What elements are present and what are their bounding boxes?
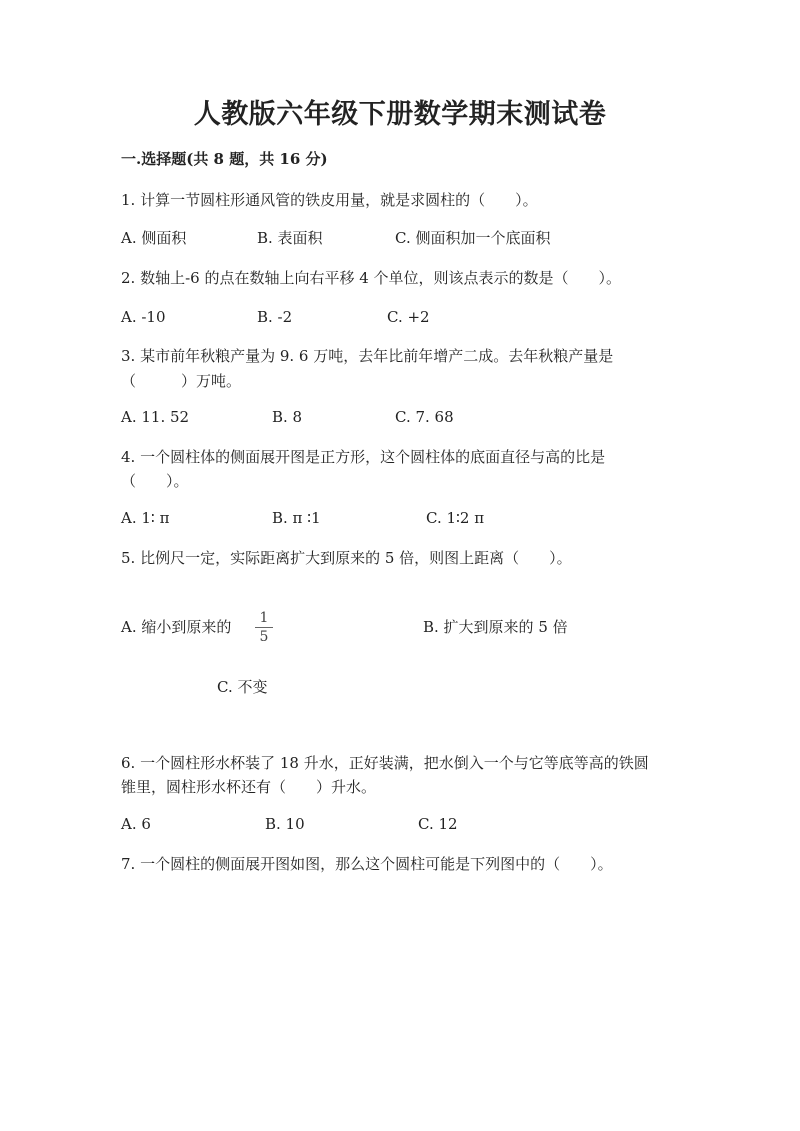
question-6-option-c: C. 12 <box>418 815 458 833</box>
fraction-bar <box>255 627 273 628</box>
question-1-option-b: B. 表面积 <box>257 229 323 247</box>
question-6-option-b: B. 10 <box>265 815 305 833</box>
question-1-option-a: A. 侧面积 <box>121 229 187 247</box>
question-4-option-a: A. 1∶ π <box>121 509 170 527</box>
question-3-line-1: 3. 某市前年秋粮产量为 9. 6 万吨，去年比前年增产二成。去年秋粮产量是 <box>121 347 614 365</box>
question-2-option-b: B. -2 <box>257 308 293 326</box>
question-5-text: 5. 比例尺一定，实际距离扩大到原来的 5 倍，则图上距离（ ）。 <box>121 549 572 567</box>
question-4-option-c: C. 1∶2 π <box>426 509 485 527</box>
question-5-option-a: A. 缩小到原来的 <box>121 618 232 636</box>
question-1-option-c: C. 侧面积加一个底面积 <box>395 229 551 247</box>
fraction-denominator: 5 <box>259 629 269 645</box>
question-6-option-a: A. 6 <box>121 815 151 833</box>
question-1-text: 1. 计算一节圆柱形通风管的铁皮用量，就是求圆柱的（ ）。 <box>121 191 538 209</box>
question-2-option-a: A. -10 <box>121 308 166 326</box>
question-5-option-c: C. 不变 <box>217 678 268 696</box>
question-4-line-2: （ ）。 <box>121 472 189 490</box>
question-3-option-c: C. 7. 68 <box>395 408 454 426</box>
question-6-line-1: 6. 一个圆柱形水杯装了 18 升水，正好装满，把水倒入一个与它等底等高的铁圆 <box>121 754 649 772</box>
question-7-text: 7. 一个圆柱的侧面展开图如图，那么这个圆柱可能是下列图中的（ ）。 <box>121 855 613 873</box>
question-4-option-b: B. π ∶1 <box>272 509 321 527</box>
question-2-option-c: C. +2 <box>387 308 430 326</box>
question-4-line-1: 4. 一个圆柱体的侧面展开图是正方形，这个圆柱体的底面直径与高的比是 <box>121 448 606 466</box>
question-3-option-a: A. 11. 52 <box>121 408 190 426</box>
section-heading: 一.选择题(共 8 题，共 16 分) <box>121 150 328 168</box>
question-2-text: 2. 数轴上-6 的点在数轴上向右平移 4 个单位，则该点表示的数是（ ）。 <box>121 269 622 287</box>
page-title: 人教版六年级下册数学期末测试卷 <box>193 99 607 130</box>
fraction-one-fifth <box>255 610 273 645</box>
question-3-option-b: B. 8 <box>272 408 303 426</box>
fraction-numerator: 1 <box>259 610 269 626</box>
question-3-line-2: （ ）万吨。 <box>121 372 242 390</box>
question-5-option-b: B. 扩大到原来的 5 倍 <box>423 618 568 636</box>
question-6-line-2: 锥里，圆柱形水杯还有（ ）升水。 <box>121 778 377 796</box>
